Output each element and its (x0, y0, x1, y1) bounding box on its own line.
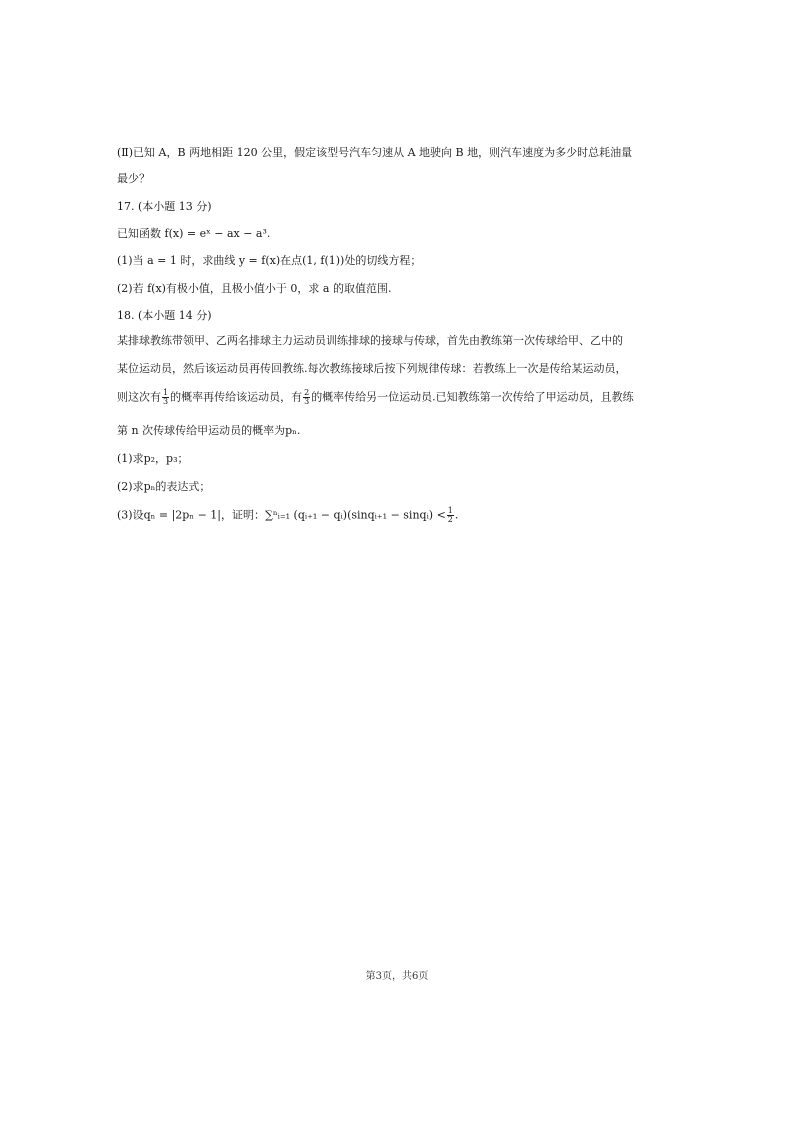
fraction-one-half: $\frac{1}{2}$ (447, 506, 453, 524)
problem-16-part-2-line-1: (Ⅱ)已知 A，B 两地相距 120 公里，假定该型号汽车匀速从 A 地驶向 B 地，则汽车速度为多少时总耗油量 (117, 146, 633, 159)
problem-18-part-1: (1)求p₂，p₃； (117, 452, 189, 465)
problem-18-statement-line-2: 某位运动员，然后该运动员再传回教练.每次教练接球后按下列规律传球：若教练上一次是传给某运动员， (117, 362, 627, 375)
problem-18-part-2: (2)求pₙ的表达式； (117, 480, 211, 493)
part-3-period: . (454, 508, 459, 522)
problem-18-statement-line-3 (117, 389, 684, 406)
problem-18-heading: 18. (本小题 14 分) (117, 309, 212, 322)
problem-18-part-3 (117, 507, 684, 524)
problem-17-function-definition: 已知函数 f(x) = eˣ − ax − a³. (117, 227, 271, 240)
problem-18-statement-line-1: 某排球教练带领甲、乙两名排球主力运动员训练排球的接球与传球，首先由教练第一次传球给甲、乙中的 (117, 334, 623, 347)
statement-text-c: 的概率传给另一位运动员.已知教练第一次传给了甲运动员，且教练 (311, 390, 634, 404)
part-3-inequality-text: (3)设qₙ = |2pₙ − 1|，证明：∑ⁿᵢ₌₁ (qᵢ₊₁ − qᵢ)(sinqᵢ₊₁ − sinqᵢ) < (117, 508, 446, 522)
problem-16-part-2-line-2: 最少？ (117, 172, 150, 185)
fraction-one-third: $\frac{1}{3}$ (163, 388, 169, 406)
problem-17-heading: 17. (本小题 13 分) (117, 200, 212, 213)
statement-text-a: 则这次有 (117, 390, 161, 404)
fraction-two-thirds: $\frac{2}{3}$ (304, 388, 310, 406)
statement-text-b: 的概率再传给该运动员，有 (170, 390, 303, 404)
problem-17-part-2: (2)若 f(x)有极小值，且极小值小于 0，求 a 的取值范围. (117, 282, 392, 295)
problem-18-statement-line-4: 第 n 次传球传给甲运动员的概率为pₙ. (117, 424, 301, 437)
page-number-footer: 第3页，共6页 (365, 971, 429, 982)
problem-17-part-1: (1)当 a = 1 时，求曲线 y = f(x)在点(1, f(1))处的切线方程； (117, 254, 422, 267)
